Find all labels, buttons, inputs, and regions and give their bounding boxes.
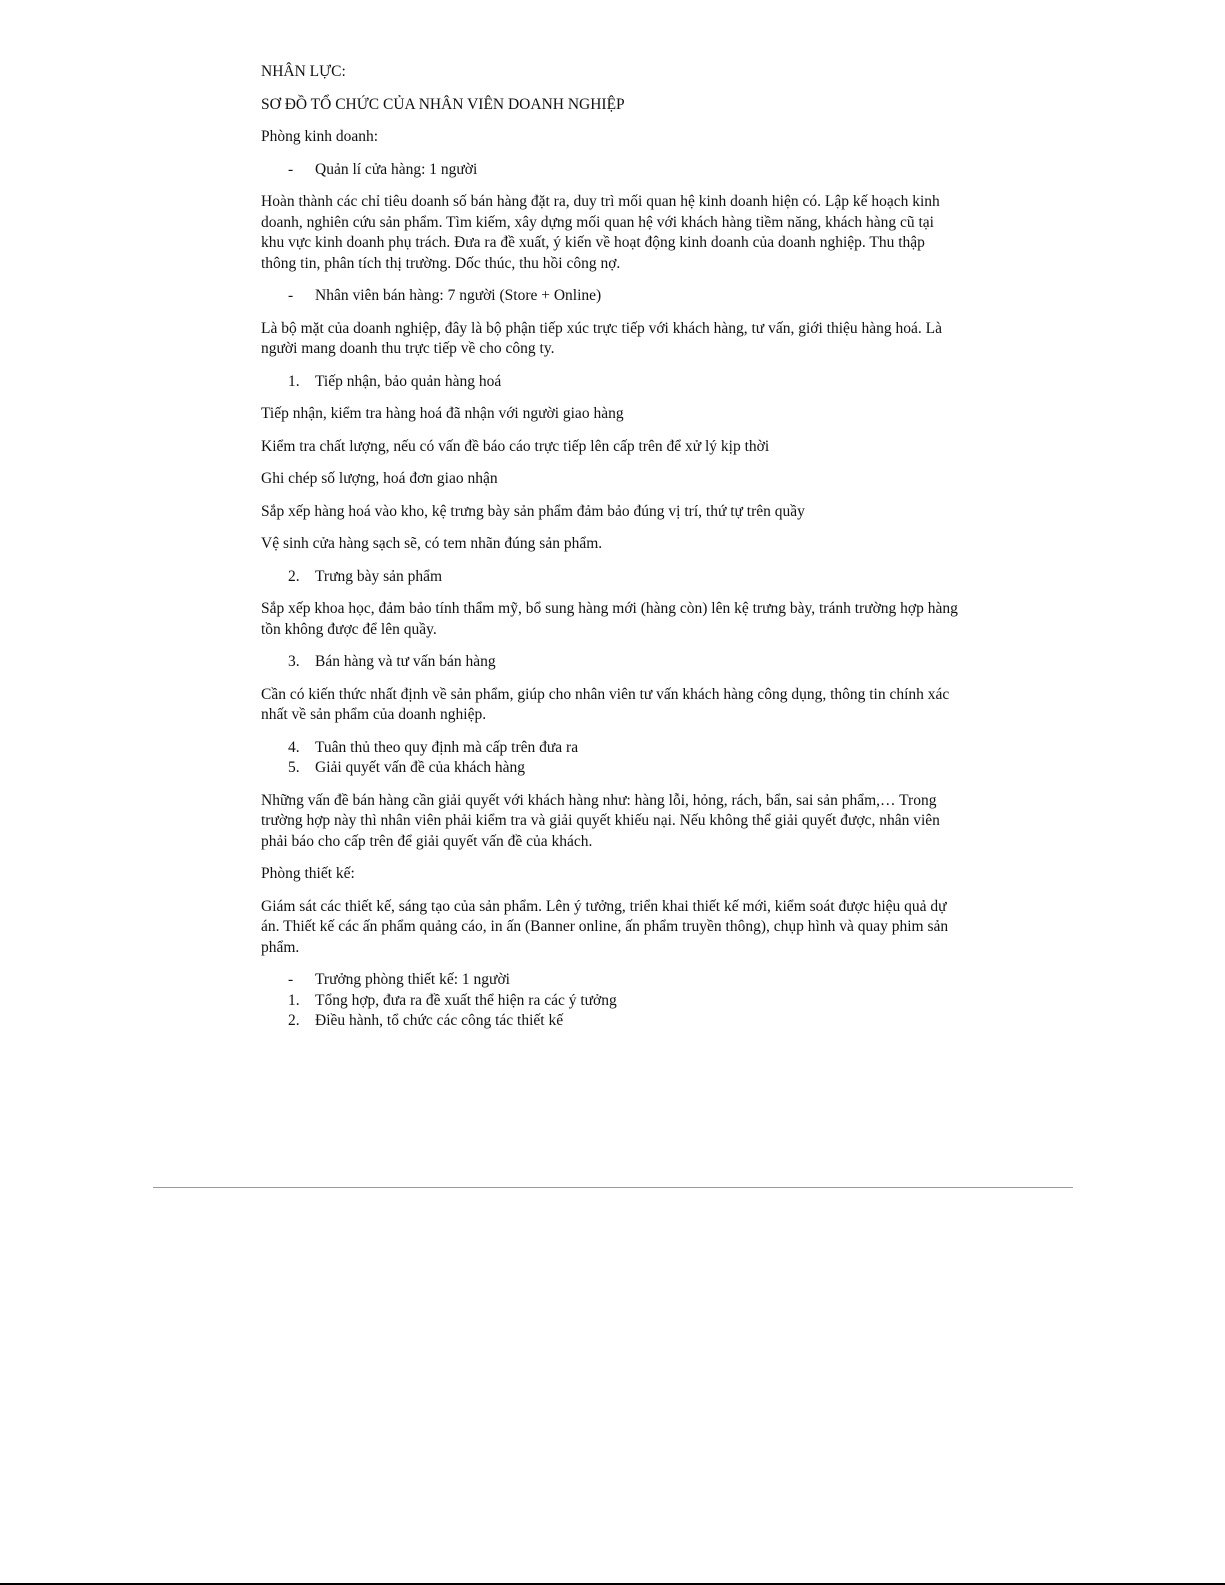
design-description: Giám sát các thiết kế, sáng tạo của sản phẩm. Lên ý tưởng, triển khai thiết kế mới, kiểm soát được hiệu quả dự án. Thiết kế các ấn phẩm quảng cáo, in ấn (Banner online, ấn phẩm truyền thông), chụp hình và quay phim sản phẩm. bbox=[261, 897, 949, 956]
dash-marker: - bbox=[288, 287, 294, 304]
staff-list bbox=[261, 286, 961, 307]
list-item-text: Tuân thủ theo quy định mà cấp trên đưa ra bbox=[315, 738, 579, 756]
list-item bbox=[261, 1011, 961, 1032]
paragraph: Sắp xếp khoa học, đảm bảo tính thẩm mỹ, bổ sung hàng mới (hàng còn) lên kệ trưng bày, tránh trường hợp hàng tồn không được để lên quầy. bbox=[261, 600, 958, 638]
paragraph: Những vấn đề bán hàng cần giải quyết với khách hàng như: hàng lỗi, hỏng, rách, bẩn, sai sản phẩm,… Trong trường hợp này thì nhân viên phải kiểm tra và giải quyết khiếu nại. Nếu không thể giải quyết được, nhân viên phải báo cho cấp trên để giải quyết vấn đề của khách. bbox=[261, 791, 940, 850]
list-item-text: Trưởng phòng thiết kế: 1 người bbox=[315, 971, 510, 988]
number-marker: 1. bbox=[288, 991, 300, 1009]
list-item-text: Bán hàng và tư vấn bán hàng bbox=[315, 653, 496, 670]
list-item bbox=[261, 970, 961, 991]
number-marker: 1. bbox=[288, 372, 300, 390]
number-marker: 4. bbox=[288, 738, 300, 756]
paragraph: Cần có kiến thức nhất định về sản phẩm, giúp cho nhân viên tư vấn khách hàng công dụng, thông tin chính xác nhất về sản phẩm của doanh nghiệp. bbox=[261, 685, 950, 723]
list-item-text: Quản lí cửa hàng: 1 người bbox=[315, 160, 478, 178]
heading-org-chart: SƠ ĐỒ TỔ CHỨC CỦA NHÂN VIÊN DOANH NGHIỆP bbox=[261, 95, 625, 113]
list-item-text: Giải quyết vấn đề của khách hàng bbox=[315, 759, 526, 776]
number-marker: 3. bbox=[288, 653, 300, 670]
design-list bbox=[261, 970, 961, 1032]
numbered-list-3 bbox=[261, 652, 961, 673]
paragraph: Tiếp nhận, kiểm tra hàng hoá đã nhận với người giao hàng bbox=[261, 405, 624, 422]
list-item-text: Trưng bày sản phẩm bbox=[315, 567, 443, 585]
manager-list bbox=[261, 160, 961, 181]
paragraph: Ghi chép số lượng, hoá đơn giao nhận bbox=[261, 470, 498, 487]
section-sales-title: Phòng kinh doanh: bbox=[261, 128, 379, 145]
list-item bbox=[261, 160, 961, 181]
dash-marker: - bbox=[288, 971, 294, 988]
section-design-title: Phòng thiết kế: bbox=[261, 865, 355, 882]
number-marker: 2. bbox=[288, 567, 300, 585]
list-item bbox=[261, 372, 961, 393]
paragraph: Kiểm tra chất lượng, nếu có vấn đề báo cáo trực tiếp lên cấp trên để xử lý kịp thời bbox=[261, 437, 770, 455]
numbered-list-1 bbox=[261, 372, 961, 393]
staff-description: Là bộ mặt của doanh nghiệp, đây là bộ phận tiếp xúc trực tiếp với khách hàng, tư vấn, giới thiệu hàng hoá. Là người mang doanh thu trực tiếp về cho công ty. bbox=[261, 319, 942, 357]
document-body bbox=[261, 62, 961, 1044]
list-item-text: Nhân viên bán hàng: 7 người (Store + Online) bbox=[315, 287, 602, 304]
list-item bbox=[261, 738, 961, 759]
number-marker: 2. bbox=[288, 1012, 300, 1029]
list-item bbox=[261, 652, 961, 673]
page-separator-line bbox=[153, 1187, 1073, 1188]
number-marker: 5. bbox=[288, 759, 300, 776]
list-item bbox=[261, 991, 961, 1012]
list-item bbox=[261, 758, 961, 779]
list-item bbox=[261, 567, 961, 588]
paragraph: Vệ sinh cửa hàng sạch sẽ, có tem nhãn đúng sản phẩm. bbox=[261, 535, 603, 552]
numbered-list-2 bbox=[261, 567, 961, 588]
dash-marker: - bbox=[288, 160, 294, 178]
list-item bbox=[261, 286, 961, 307]
list-item-text: Điều hành, tổ chức các công tác thiết kế bbox=[315, 1012, 564, 1029]
list-item-text: Tiếp nhận, bảo quản hàng hoá bbox=[315, 372, 502, 390]
list-item-text: Tổng hợp, đưa ra đề xuất thể hiện ra các ý tưởng bbox=[315, 991, 617, 1009]
heading-nhan-luc: NHÂN LỰC: bbox=[261, 63, 346, 80]
numbered-list-4 bbox=[261, 738, 961, 779]
manager-description: Hoàn thành các chỉ tiêu doanh số bán hàng đặt ra, duy trì mối quan hệ kinh doanh hiện có. Lập kế hoạch kinh doanh, nghiên cứu sản phẩm. Tìm kiếm, xây dựng mối quan hệ với khách hàng tiềm năng, khách hàng cũ tại khu vực kinh doanh phụ trách. Đưa ra đề xuất, ý kiến về hoạt động kinh doanh của doanh nghiệp. Thu thập thông tin, phân tích thị trường. Dốc thúc, thu hồi công nợ. bbox=[261, 193, 940, 272]
paragraph: Sắp xếp hàng hoá vào kho, kệ trưng bày sản phẩm đảm bảo đúng vị trí, thứ tự trên quầy bbox=[261, 502, 805, 520]
